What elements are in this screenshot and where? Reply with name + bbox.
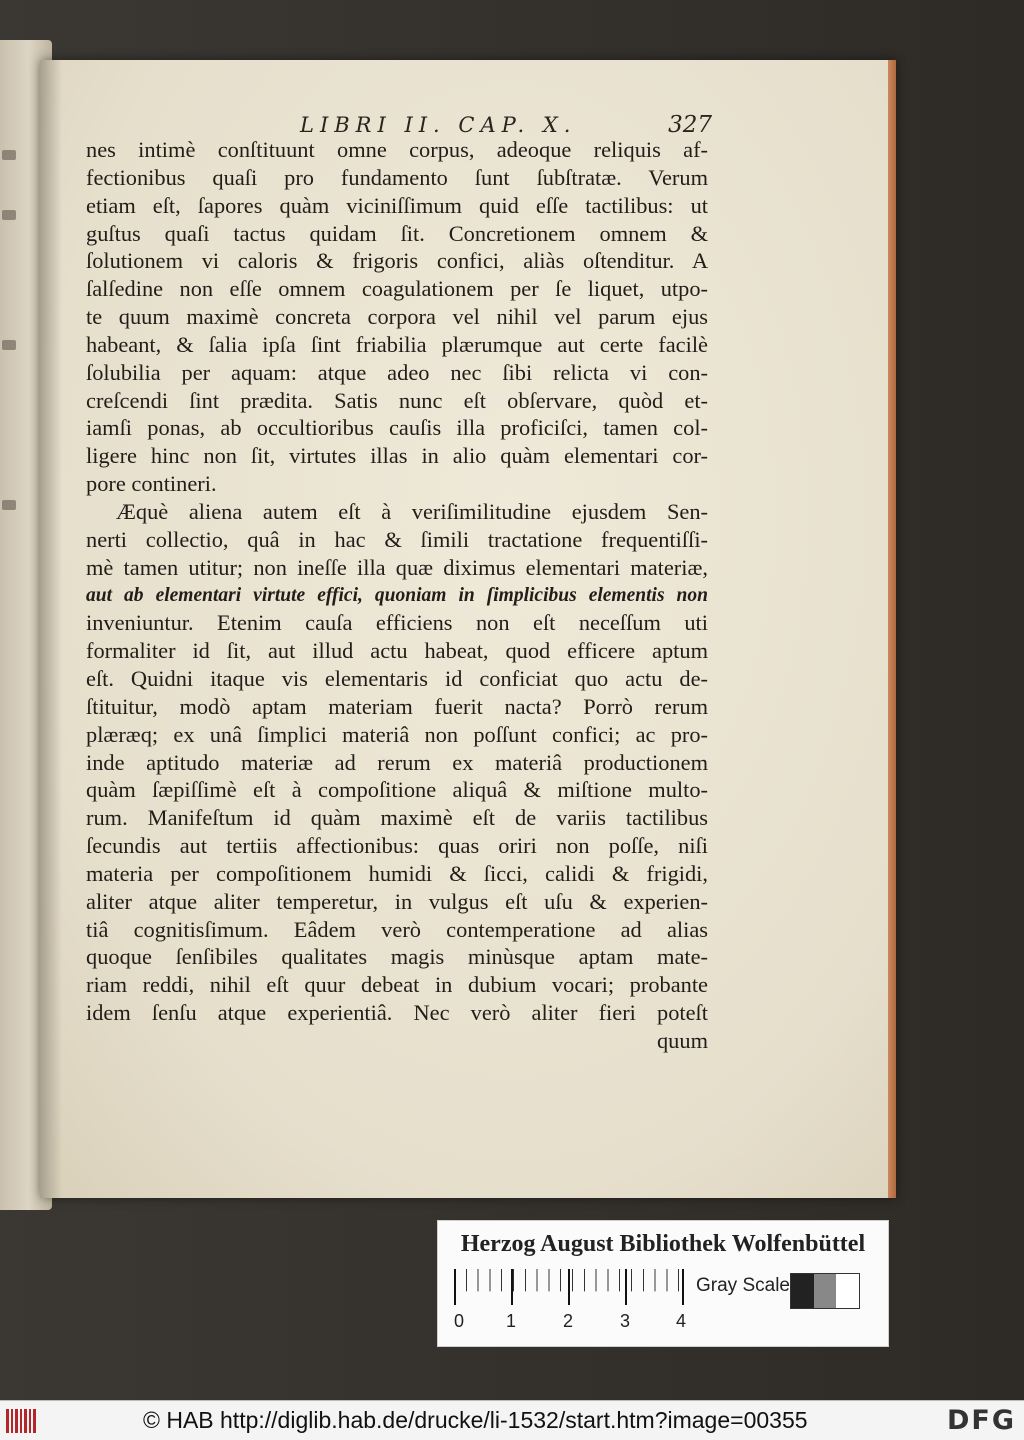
scale-ruler: [454, 1269, 687, 1331]
text-line: tiâ cognitisſimum. Eâdem verò contemperatione ad alias: [86, 916, 708, 942]
text-line: ſecundis aut tertiis affectionibus: quas oriri non poſſe, niſi: [86, 833, 708, 859]
left-page-fragment: [2, 210, 16, 220]
text-line: nes intimè conſtituunt omne corpus, adeoque reliquis af-: [86, 137, 708, 162]
text-line: quoque ſenſibiles qualitates magis minùsque aptam mate-: [86, 944, 708, 970]
text-line: ſalſedine non eſſe omnem coagulationem per ſe liquet, utpo-: [86, 276, 708, 302]
ruler-major-tick: [625, 1269, 627, 1305]
page-number: 327: [668, 112, 712, 138]
dfg-logo[interactable]: DFG: [946, 1405, 1016, 1436]
text-line: guſtus quaſi tactus quidam ſit. Concretionem omnem &: [86, 220, 708, 246]
ruler-label: 1: [506, 1311, 517, 1331]
ruler-major-tick: [511, 1269, 513, 1305]
viewer-footer: [0, 1400, 1024, 1440]
ruler-major-tick: [568, 1269, 570, 1305]
text-line: aliter atque aliter temperetur, in vulgus eſt uſu & experien-: [86, 888, 708, 914]
gray-scale-swatches: [790, 1273, 860, 1309]
gray-swatch-dark: [791, 1274, 814, 1308]
paragraph-start: Æquè aliena autem eſt à veriſimilitudine ejusdem Sen-: [116, 498, 708, 524]
text-line: ſolubilia per aquam: atque adeo nec ſibi relicta vi con-: [86, 359, 708, 385]
text-line: quàm ſæpiſſimè eſt à compoſitione aliquâ & miſtione multo-: [86, 777, 708, 803]
body-text: [86, 136, 708, 1055]
page-edge: [888, 60, 896, 1198]
copyright-link[interactable]: © HAB http://diglib.hab.de/drucke/li-1532/start.htm?image=00355: [143, 1407, 808, 1433]
gray-swatch-light: [836, 1274, 859, 1308]
ruler-label: 4: [676, 1311, 687, 1331]
ruler-major-tick: [682, 1269, 684, 1305]
text-line: pore contineri.: [86, 471, 217, 497]
gray-scale-label: Gray Scale: [696, 1275, 790, 1296]
library-name: Herzog August Bibliothek Wolfenbüttel: [460, 1231, 866, 1257]
text-line: formaliter id ſit, aut illud actu habeat, quod efficere aptum: [86, 638, 708, 664]
ruler-label: 3: [620, 1311, 631, 1331]
text-line: inde aptitudo materiæ ad rerum ex materiâ productionem: [86, 749, 708, 775]
text-line: riam reddi, nihil eſt quur debeat in dubium vocari; probante: [86, 972, 708, 998]
text-line: ſolutionem vi caloris & frigoris confici, aliàs oſtenditur. A: [86, 248, 708, 274]
ruler-major-tick: [454, 1269, 456, 1305]
running-head: LIBRI II. CAP. X.: [300, 113, 577, 137]
left-page-fragment: [2, 500, 16, 510]
text-line: habeant, & ſalia ipſa ſint friabilia plærumque aut certe facilè: [86, 331, 708, 357]
gray-swatch-mid: [814, 1274, 837, 1308]
text-line: rum. Manifeſtum id quàm maximè eſt de variis tactilibus: [86, 805, 708, 831]
text-line: inveniuntur. Etenim cauſa efficiens non eſt neceſſum uti: [86, 610, 708, 636]
text-line: idem ſenſu atque experientiâ. Nec verò aliter fieri poteſt: [86, 1000, 708, 1026]
page-gutter: [40, 60, 62, 1198]
catchword: quum: [656, 1028, 708, 1053]
text-line: mè tamen utitur; non ineſſe illa quæ diximus elementari materiæ,: [86, 554, 708, 580]
italic-quote-line: aut ab elementari virtute effici, quoniam in ſimplicibus elementis non: [86, 584, 708, 606]
text-line: nerti collectio, quâ in hac & ſimili tractatione frequentiſſi-: [86, 526, 708, 552]
text-line: te quum maximè concreta corpora vel nihil vel parum ejus: [86, 304, 708, 330]
left-page-fragment: [2, 340, 16, 350]
library-color-target: [437, 1220, 889, 1347]
text-line: etiam eſt, ſapores quàm viciniſſimum quid eſſe tactilibus: ut: [86, 192, 708, 218]
text-line: fectionibus quaſi pro fundamento ſunt ſubſtratæ. Verum: [86, 164, 708, 190]
text-line: iamſi ponas, ab occultioribus cauſis illa proficiſci, tamen col-: [86, 415, 708, 441]
text-line: ligere hinc non ſit, virtutes illas in alio quàm elementari cor-: [86, 443, 708, 469]
text-line: ſtituitur, modò aptam materiam fuerit nacta? Porrò rerum: [86, 693, 708, 719]
text-line: plæræq; ex unâ ſimplici materiâ non poſſunt confici; ac pro-: [86, 721, 708, 747]
left-page-fragment: [2, 150, 16, 160]
hab-logo-icon[interactable]: [6, 1409, 36, 1433]
ruler-label: 2: [563, 1311, 574, 1331]
text-line: eſt. Quidni itaque vis elementaris id conficiat quo actu de-: [86, 666, 708, 692]
ruler-label: 0: [454, 1311, 465, 1331]
text-line: creſcendi ſint prædita. Satis nunc eſt obſervare, quòd et-: [86, 387, 708, 413]
text-line: materia per compoſitionem humidi & ſicci, calidi & frigidi,: [86, 860, 708, 886]
